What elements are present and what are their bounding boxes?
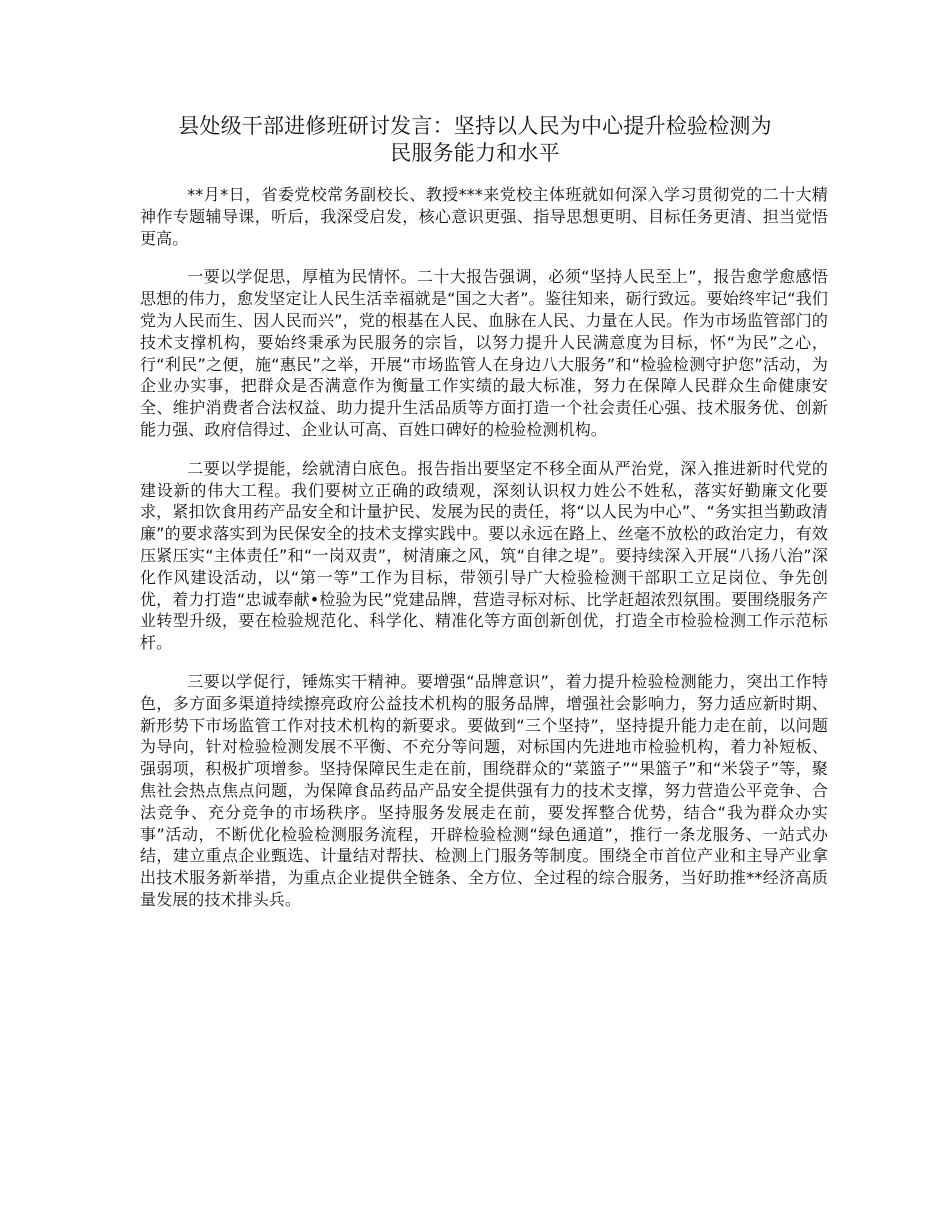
paragraph-point-three: 三要以学促行，锤炼实干精神。要增强“品牌意识”，着力提升检验检测能力，突出工作特色，多方面多渠道持续擦亮政府公益技术机构的服务品牌，增强社会影响力，努力适应新时期、新形势下市场监管工作对技术机构的新要求。要做到“三个坚持”，坚持提升能力走在前，以问题为导向，针对检验检测发展不平衡、不充分等问题，对标国内先进地市检验机构，着力补短板、强弱项，积极扩项增参。坚持保障民生走在前，围绕群众的“菜篮子”“果篮子”和“米袋子”等，聚焦社会热点焦点问题，为保障食品药品产品安全提供强有力的技术支撑，努力营造公平竞争、合法竞争、充分竞争的市场秩序。坚持服务发展走在前，要发挥整合优势，结合“我为群众办实事”活动，不断优化检验检测服务流程，开辟检验检测“绿色通道”，推行一条龙服务、一站式办结，建立重点企业甄选、计量结对帮扶、检测上门服务等制度。围绕全市首位产业和主导产业拿出技术服务新举措，为重点企业提供全链条、全方位、全过程的综合服务，当好助推**经济高质量发展的技术排头兵。 xyxy=(140,671,828,909)
paragraph-point-one: 一要以学促思，厚植为民情怀。二十大报告强调，必须“坚持人民至上”，报告愈学愈感悟思想的伟力，愈发坚定让人民生活幸福就是“国之大者”。鉴往知来，砺行致远。要始终牢记“我们党为人民而生、因人民而兴”，党的根基在人民、血脉在人民、力量在人民。作为市场监管部门的技术支撑机构，要始终秉承为民服务的宗旨，以努力提升人民满意度为目标，怀“为民”之心，行“利民”之便，施“惠民”之举，开展“市场监管人在身边八大服务”和“检验检测守护您”活动，为企业办实事，把群众是否满意作为衡量工作实绩的最大标准，努力在保障人民群众生命健康安全、维护消费者合法权益、助力提升生活品质等方面打造一个社会责任心强、技术服务优、创新能力强、政府信得过、企业认可高、百姓口碑好的检验检测机构。 xyxy=(140,267,828,439)
document-title-line-1: 县处级干部进修班研讨发言：坚持以人民为中心提升检验检测为 xyxy=(178,114,772,138)
paragraph-intro: **月*日，省委党校常务副校长、教授***来党校主体班就如何深入学习贯彻党的二十大精神作专题辅导课，听后，我深受启发，核心意识更强、指导思想更明、目标任务更清、担当觉悟更高。 xyxy=(140,185,828,248)
document-body xyxy=(140,184,828,928)
document-title xyxy=(120,113,830,167)
document-title-line-2: 民服务能力和水平 xyxy=(390,141,560,165)
paragraph-point-two: 二要以学提能，绘就清白底色。报告指出要坚定不移全面从严治党，深入推进新时代党的建设新的伟大工程。我们要树立正确的政绩观，深刻认识权力姓公不姓私，落实好勤廉文化要求，紧扣饮食用药产品安全和计量护民、发展为民的责任，将“以人民为中心”、“务实担当勤政清廉”的要求落实到为民保安全的技术支撑实践中。要以永远在路上、丝毫不放松的政治定力，有效压紧压实“主体责任”和“一岗双责”，树清廉之风，筑“自律之堤”。要持续深入开展“八扬八治”深化作风建设活动，以“第一等”工作为目标，带领引导广大检验检测干部职工立足岗位、争先创优，着力打造“忠诚奉献•检验为民”党建品牌，营造寻标对标、比学赶超浓烈氛围。要围绕服务产业转型升级，要在检验规范化、科学化、精准化等方面创新创优，打造全市检验检测工作示范标杆。 xyxy=(140,458,828,653)
